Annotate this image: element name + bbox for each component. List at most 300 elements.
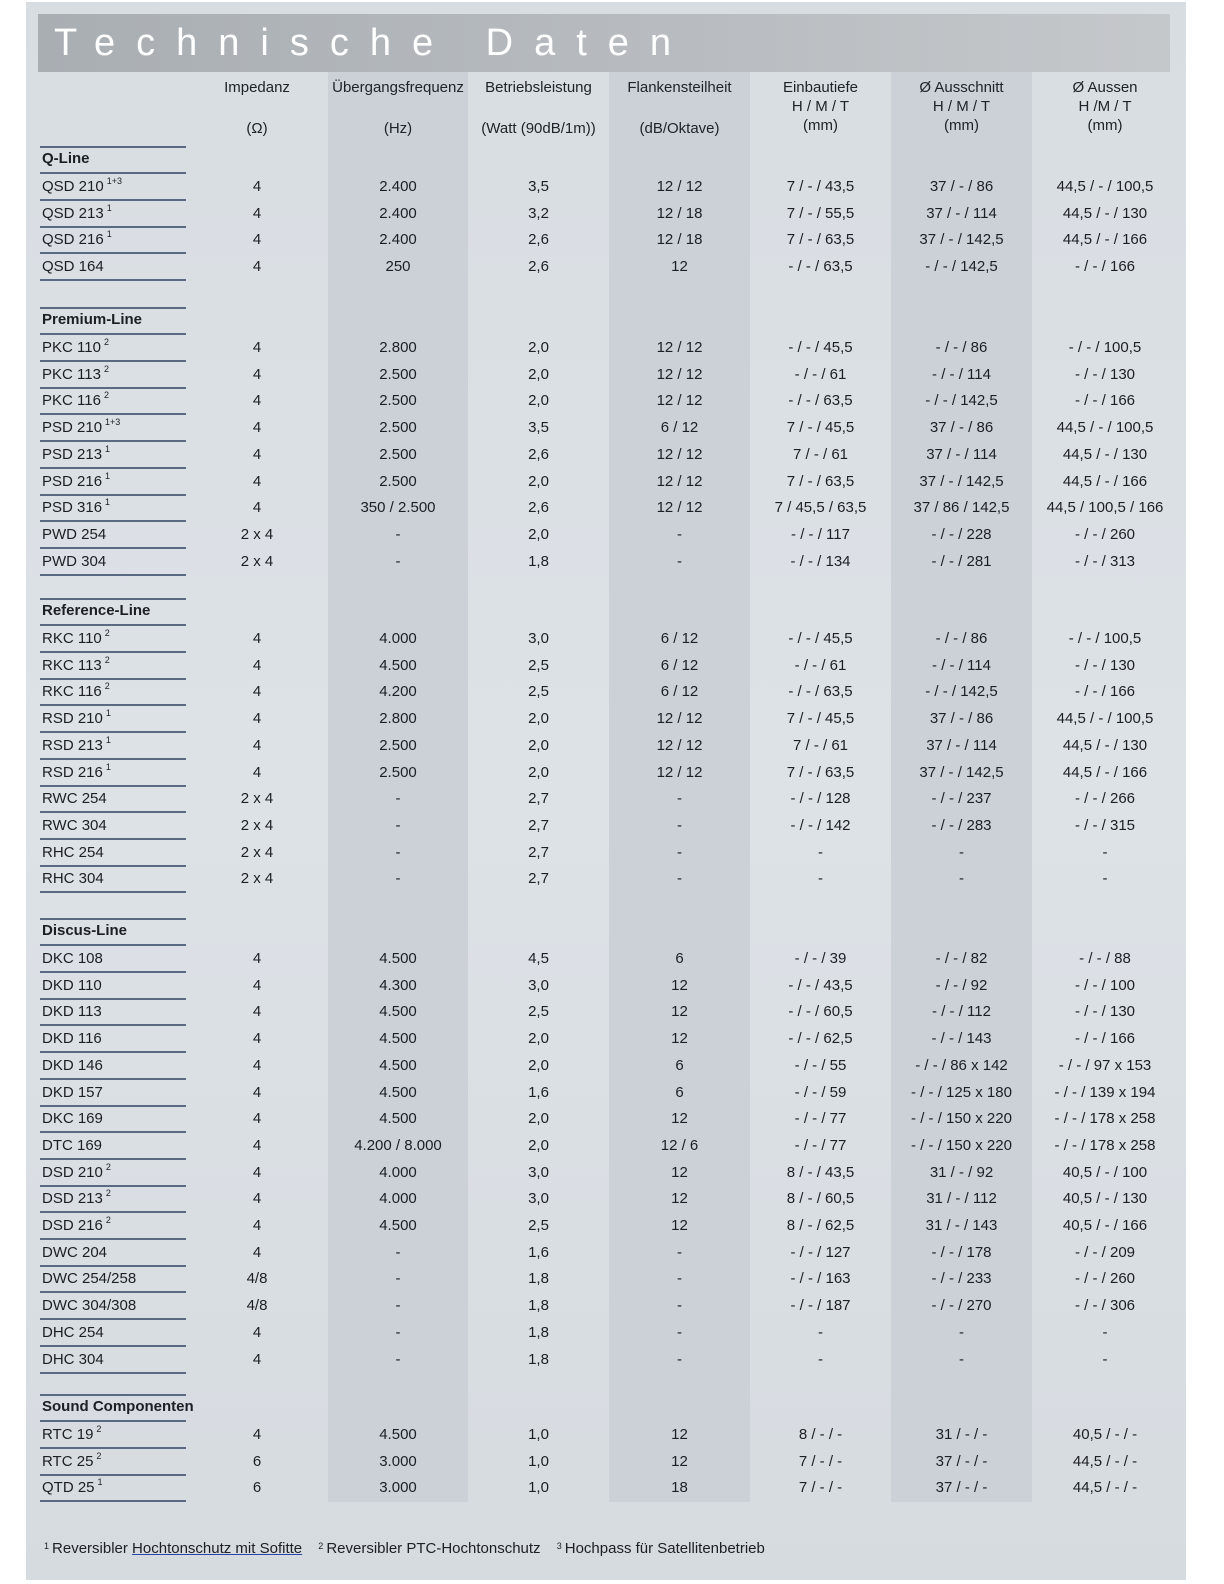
header-crossover xyxy=(328,78,468,148)
cell-cutout: 37 / - / 86 xyxy=(929,710,994,728)
cell-crossover: 250 xyxy=(385,258,411,276)
model-name xyxy=(42,1475,186,1501)
table-row xyxy=(0,946,1224,972)
model-name xyxy=(42,866,186,892)
cell-slope: 12 xyxy=(671,1190,688,1208)
footnote-marker: 2 xyxy=(103,390,109,401)
model-name xyxy=(42,174,186,200)
model-name xyxy=(42,999,186,1025)
cell-crossover: 4.500 xyxy=(379,950,417,967)
cell-impedance: 4 xyxy=(252,1003,262,1021)
cell-slope: 12 / 18 xyxy=(656,231,703,249)
cell-power: 3,2 xyxy=(528,204,549,222)
table-row xyxy=(0,174,1224,200)
cell-crossover: 4.500 xyxy=(379,1110,417,1128)
table-row xyxy=(0,362,1224,388)
header-outer-line: (mm) xyxy=(1087,117,1123,134)
cell-cutout: - xyxy=(959,1323,964,1341)
cell-outer: 44,5 / - / - xyxy=(1072,1479,1138,1497)
cell-power: 2,0 xyxy=(528,1030,549,1048)
cell-outer: - xyxy=(1102,1323,1108,1341)
model-name xyxy=(42,201,186,227)
footnote-1-link-text: Hochtonschutz mit Sofitte xyxy=(132,1540,303,1557)
table-row xyxy=(0,1293,1224,1319)
footnote-3: $^3$ Hochpass für Satellitenbetrieb xyxy=(556,1540,765,1557)
model-name-text: RTC 25 xyxy=(42,1452,94,1470)
model-name-text: RSD 216 xyxy=(42,763,103,781)
cell-cutout: - xyxy=(959,843,964,861)
title-banner xyxy=(38,14,1170,72)
cell-impedance: 4/8 xyxy=(246,1270,268,1288)
cell-outer: - / - / 100 xyxy=(1074,976,1136,994)
model-name xyxy=(42,626,186,652)
cell-cutout: - xyxy=(959,870,964,888)
cell-cutout: - / - / 143 xyxy=(931,1030,992,1048)
cell-crossover: - xyxy=(395,790,401,808)
cell-cutout: 31 / - / 92 xyxy=(929,1163,994,1181)
cell-depth: 7 / 45,5 / 63,5 xyxy=(774,499,867,517)
cell-power: 2,7 xyxy=(528,843,549,861)
cell-power: 1,6 xyxy=(528,1083,549,1101)
table-row xyxy=(0,1026,1224,1052)
cell-impedance: 4 xyxy=(252,339,262,356)
model-name xyxy=(42,1240,186,1266)
table-row xyxy=(0,626,1224,652)
cell-cutout: - xyxy=(959,1350,964,1368)
row-rule xyxy=(40,1500,186,1502)
model-name xyxy=(42,840,186,866)
cell-crossover: 2.500 xyxy=(379,736,417,754)
cell-crossover: 2.500 xyxy=(379,365,417,383)
cell-depth: 8 / - / 60,5 xyxy=(786,1190,855,1208)
footnote-marker: 1 xyxy=(105,497,111,508)
table-row xyxy=(0,973,1224,999)
cell-slope: - xyxy=(677,552,682,570)
model-name-text: DSD 210 xyxy=(42,1163,103,1181)
model-name-text: DKD 110 xyxy=(42,976,102,994)
cell-cutout: 37 / - / 114 xyxy=(926,204,997,222)
cell-power: 2,0 xyxy=(528,1110,549,1128)
cell-outer: - / - / 100,5 xyxy=(1068,630,1142,647)
cell-slope: - xyxy=(677,790,682,808)
model-name-text: PWD 304 xyxy=(42,552,107,570)
cell-power: 1,6 xyxy=(528,1243,549,1261)
cell-outer: - / - / 260 xyxy=(1074,1270,1136,1288)
section-label: Discus-Line xyxy=(42,922,128,939)
cell-impedance: 4 xyxy=(252,472,262,490)
table-row xyxy=(0,733,1224,759)
cell-power: 3,5 xyxy=(528,419,549,437)
cell-slope: 12 xyxy=(671,1217,688,1234)
footnote-marker: 2 xyxy=(105,1161,111,1172)
model-name xyxy=(42,1320,186,1346)
cell-power: 1,8 xyxy=(528,1323,549,1341)
cell-depth: 7 / - / 43,5 xyxy=(786,178,855,195)
cell-cutout: 37 / - / 142,5 xyxy=(919,231,1004,249)
model-name-text: QSD 164 xyxy=(42,258,104,276)
table-row xyxy=(0,1160,1224,1186)
cell-outer: - / - / 178 x 258 xyxy=(1054,1136,1156,1154)
cell-crossover: 350 / 2.500 xyxy=(360,499,436,517)
model-name xyxy=(42,254,186,280)
footnote-marker: 1 xyxy=(105,734,111,745)
cell-impedance: 4 xyxy=(252,1323,262,1341)
model-name-text: QTD 25 xyxy=(42,1479,95,1497)
cell-power: 2,5 xyxy=(528,656,549,674)
cell-cutout: 37 / - / 142,5 xyxy=(919,472,1004,490)
cell-outer: 44,5 / - / 166 xyxy=(1062,472,1148,490)
cell-power: 2,0 xyxy=(528,365,549,383)
header-impedance xyxy=(186,78,328,148)
cell-impedance: 4 xyxy=(252,1163,262,1181)
cell-cutout: 37 / - / 86 xyxy=(929,419,994,437)
cell-crossover: 4.500 xyxy=(379,1003,417,1021)
cell-outer: 40,5 / - / 130 xyxy=(1062,1190,1148,1208)
cell-outer: 44,5 / - / 100,5 xyxy=(1056,178,1154,195)
cell-cutout: - / - / 237 xyxy=(931,790,992,808)
cell-impedance: 4 xyxy=(252,1056,262,1074)
model-name-text: PSD 210 xyxy=(42,419,103,437)
cell-cutout: 31 / - / - xyxy=(935,1426,988,1443)
model-name-text: DSD 213 xyxy=(42,1190,103,1208)
cell-outer: 44,5 / - / - xyxy=(1072,1452,1138,1470)
cell-depth: - / - / 187 xyxy=(790,1297,851,1315)
cell-cutout: 37 / - / 114 xyxy=(926,445,997,463)
cell-power: 1,0 xyxy=(528,1426,549,1443)
model-name xyxy=(42,813,186,839)
cell-slope: 12 / 6 xyxy=(660,1136,699,1154)
cell-cutout: - / - / 150 x 220 xyxy=(911,1110,1012,1128)
cell-impedance: 4 xyxy=(252,1136,262,1154)
section-label: Q-Line xyxy=(42,150,90,167)
table-row xyxy=(0,415,1224,441)
cell-impedance: 6 xyxy=(252,1452,262,1470)
model-name xyxy=(42,706,186,732)
model-name xyxy=(42,1160,186,1186)
cell-crossover: 4.500 xyxy=(379,656,417,674)
cell-slope: 12 xyxy=(671,1110,688,1128)
model-name-text: DKD 146 xyxy=(42,1056,103,1074)
cell-depth: - xyxy=(818,843,823,861)
header-slope-line: Flankensteilheit xyxy=(627,79,732,96)
header-impedance-line: Impedanz xyxy=(224,79,290,96)
cell-crossover: - xyxy=(395,1350,401,1368)
cell-impedance: 2 x 4 xyxy=(240,870,274,888)
cell-crossover: 4.500 xyxy=(379,1030,417,1048)
cell-outer: - / - / 166 xyxy=(1074,258,1136,276)
model-name xyxy=(42,442,186,468)
cell-cutout: - / - / 142,5 xyxy=(925,258,998,276)
cell-crossover: - xyxy=(395,816,401,834)
cell-power: 2,7 xyxy=(528,816,549,834)
table-row xyxy=(0,1240,1224,1266)
footnote-marker: 1 xyxy=(106,229,112,240)
cell-outer: 44,5 / - / 166 xyxy=(1062,231,1148,249)
section-top-rule xyxy=(40,146,186,148)
cell-outer: - / - / 97 x 153 xyxy=(1058,1056,1152,1074)
header-crossover-line: Übergangsfrequenz xyxy=(332,79,464,96)
cell-power: 1,8 xyxy=(528,1350,549,1368)
cell-slope: 12 / 12 xyxy=(656,710,703,728)
cell-cutout: - / - / 86 xyxy=(935,339,988,356)
cell-cutout: 31 / - / 143 xyxy=(925,1217,998,1234)
cell-slope: 12 / 12 xyxy=(656,499,703,517)
table-row xyxy=(0,679,1224,705)
cell-depth: - / - / 63,5 xyxy=(788,683,853,701)
cell-cutout: - / - / 150 x 220 xyxy=(911,1136,1012,1154)
cell-slope: 12 / 12 xyxy=(656,736,703,754)
model-name-text: PSD 316 xyxy=(42,499,103,517)
cell-crossover: - xyxy=(395,525,401,543)
cell-power: 1,8 xyxy=(528,1270,549,1288)
header-cutout-line: Ø Ausschnitt xyxy=(919,79,1004,96)
cell-cutout: - / - / 283 xyxy=(931,816,992,834)
table-row xyxy=(0,653,1224,679)
cell-outer: 40,5 / - / 166 xyxy=(1062,1217,1148,1234)
model-name xyxy=(42,946,186,972)
header-depth-line: H / M / T xyxy=(791,98,850,115)
cell-crossover: 2.400 xyxy=(379,231,417,249)
model-name-text: DWC 204 xyxy=(42,1243,108,1261)
cell-depth: 7 / - / 55,5 xyxy=(786,204,855,222)
cell-power: 2,6 xyxy=(528,231,549,249)
cell-cutout: - / - / 114 xyxy=(932,365,991,383)
cell-impedance: 4 xyxy=(252,950,262,967)
table-row xyxy=(0,388,1224,414)
cell-outer: 40,5 / - / - xyxy=(1072,1426,1138,1443)
cell-outer: 44,5 / - / 130 xyxy=(1062,204,1148,222)
cell-impedance: 4 xyxy=(252,499,262,517)
cell-slope: 12 / 12 xyxy=(656,339,703,356)
section-top-rule xyxy=(40,307,186,309)
cell-depth: 7 / - / 61 xyxy=(792,445,849,463)
model-name-text: DKC 169 xyxy=(42,1110,103,1128)
cell-impedance: 4 xyxy=(252,630,262,647)
cell-outer: - / - / 178 x 258 xyxy=(1054,1110,1156,1128)
model-name-text: DKD 157 xyxy=(42,1083,103,1101)
cell-slope: 12 / 12 xyxy=(656,178,703,195)
cell-slope: 6 xyxy=(675,1083,684,1101)
cell-impedance: 4 xyxy=(252,231,262,249)
model-name xyxy=(42,1293,186,1319)
table-row xyxy=(0,1080,1224,1106)
footnote-marker: 2 xyxy=(104,681,110,692)
cell-cutout: - / - / 86 x 142 xyxy=(915,1056,1008,1074)
model-name xyxy=(42,522,186,548)
cell-slope: 6 / 12 xyxy=(660,683,699,701)
cell-impedance: 4 xyxy=(252,1243,262,1261)
cell-impedance: 2 x 4 xyxy=(240,843,274,861)
model-name xyxy=(42,1186,186,1212)
cell-crossover: 4.500 xyxy=(379,1083,417,1101)
cell-power: 3,0 xyxy=(528,630,549,647)
cell-outer: - / - / 266 xyxy=(1074,790,1136,808)
header-power xyxy=(468,78,609,148)
cell-crossover: - xyxy=(395,870,401,888)
cell-outer: - / - / 166 xyxy=(1074,683,1136,701)
cell-cutout: - / - / 270 xyxy=(931,1297,992,1315)
model-name xyxy=(42,733,186,759)
model-name xyxy=(42,1213,186,1239)
cell-depth: - xyxy=(818,870,823,888)
cell-slope: 12 xyxy=(671,1030,688,1048)
cell-slope: 6 xyxy=(675,1056,684,1074)
model-name-text: PWD 254 xyxy=(42,525,107,543)
cell-depth: - / - / 55 xyxy=(794,1056,847,1074)
cell-impedance: 4/8 xyxy=(246,1297,268,1315)
table-row xyxy=(0,1133,1224,1159)
cell-crossover: - xyxy=(395,1297,401,1315)
cell-impedance: 2 x 4 xyxy=(240,816,274,834)
cell-cutout: 37 / - / 114 xyxy=(926,736,997,754)
cell-depth: - / - / 142 xyxy=(790,816,851,834)
model-name-text: DHC 304 xyxy=(42,1350,104,1368)
model-name xyxy=(42,679,186,705)
cell-cutout: - / - / 142,5 xyxy=(925,392,998,410)
table-row xyxy=(0,254,1224,280)
cell-crossover: - xyxy=(395,843,401,861)
footnote-marker: 2 xyxy=(96,1450,102,1461)
table-row xyxy=(0,227,1224,253)
row-rule xyxy=(40,279,186,281)
table-row xyxy=(0,522,1224,548)
cell-depth: - / - / 77 xyxy=(794,1110,847,1128)
cell-slope: 12 / 12 xyxy=(656,472,703,490)
table-row xyxy=(0,1320,1224,1346)
model-name-text: DHC 254 xyxy=(42,1323,104,1341)
cell-slope: 12 xyxy=(671,1452,688,1470)
table-row xyxy=(0,335,1224,361)
model-name-text: DKC 108 xyxy=(42,950,103,967)
cell-impedance: 2 x 4 xyxy=(240,552,274,570)
cell-impedance: 2 x 4 xyxy=(240,790,274,808)
footnote-marker: 2 xyxy=(96,1424,102,1434)
model-name-text: RKC 113 xyxy=(42,656,102,674)
cell-slope: 12 / 12 xyxy=(656,392,703,410)
cell-depth: 7 / - / 45,5 xyxy=(786,419,855,437)
model-name-text: DWC 254/258 xyxy=(42,1270,137,1288)
table-row xyxy=(0,1106,1224,1132)
cell-depth: - / - / 60,5 xyxy=(788,1003,853,1021)
cell-power: 2,6 xyxy=(528,258,549,276)
model-name-text: PSD 216 xyxy=(42,472,103,490)
model-name xyxy=(42,786,186,812)
cell-outer: 44,5 / - / 166 xyxy=(1062,763,1148,781)
cell-crossover: 4.000 xyxy=(379,1190,417,1208)
cell-depth: 7 / - / 63,5 xyxy=(786,472,855,490)
cell-power: 2,7 xyxy=(528,790,549,808)
model-name xyxy=(42,388,186,414)
cell-impedance: 4 xyxy=(252,178,262,195)
cell-cutout: - / - / 142,5 xyxy=(925,683,998,701)
cell-crossover: 3.000 xyxy=(379,1479,417,1497)
cell-depth: - / - / 61 xyxy=(794,656,847,674)
cell-depth: - / - / 39 xyxy=(794,950,847,967)
footnote-1-text: Reversibler Hochtonschutz mit Sofitte xyxy=(52,1540,303,1557)
cell-outer: - / - / 139 x 194 xyxy=(1054,1083,1156,1101)
cell-impedance: 4 xyxy=(252,656,262,674)
table-row xyxy=(0,469,1224,495)
cell-slope: - xyxy=(677,1270,682,1288)
model-name xyxy=(42,227,186,253)
model-name-text: QSD 216 xyxy=(42,231,104,249)
cell-outer: - / - / 130 xyxy=(1074,1003,1136,1021)
footnote-marker: 2 xyxy=(103,363,109,374)
cell-depth: 7 / - / 63,5 xyxy=(786,763,855,781)
model-name xyxy=(42,1266,186,1292)
model-name-text: PSD 213 xyxy=(42,445,103,463)
model-name xyxy=(42,1026,186,1052)
cell-crossover: 2.500 xyxy=(379,392,417,410)
cell-outer: 44,5 / - / 100,5 xyxy=(1056,419,1154,437)
cell-cutout: - / - / 125 x 180 xyxy=(911,1083,1012,1101)
cell-impedance: 4 xyxy=(252,258,262,276)
footnote-marker: 1+3 xyxy=(105,417,121,428)
table-row xyxy=(0,813,1224,839)
cell-depth: 7 / - / - xyxy=(798,1452,843,1470)
cell-power: 2,0 xyxy=(528,392,549,410)
model-name xyxy=(42,362,186,388)
cell-impedance: 4 xyxy=(252,763,262,781)
cell-cutout: 37 / - / - xyxy=(935,1479,988,1497)
table-row xyxy=(0,1213,1224,1239)
model-name xyxy=(42,973,186,999)
model-name xyxy=(42,1422,186,1448)
cell-crossover: 4.500 xyxy=(379,1056,417,1074)
cell-cutout: - / - / 281 xyxy=(931,552,992,570)
header-impedance-unit: (Ω) xyxy=(246,120,268,137)
cell-crossover: 2.800 xyxy=(379,710,417,728)
model-name xyxy=(42,1347,186,1373)
row-rule xyxy=(40,1372,186,1374)
model-name xyxy=(42,469,186,495)
cell-slope: - xyxy=(677,816,682,834)
model-name-text: PKC 110 xyxy=(42,339,101,356)
section-label: Sound Componenten xyxy=(42,1398,194,1415)
cell-depth: - / - / 61 xyxy=(794,365,847,383)
cell-outer: - / - / 166 xyxy=(1074,392,1136,410)
table-row xyxy=(0,1186,1224,1212)
cell-outer: - xyxy=(1102,1350,1108,1368)
section-top-rule xyxy=(40,1394,186,1396)
cell-depth: 7 / - / 63,5 xyxy=(786,231,855,249)
model-name xyxy=(42,760,186,786)
model-name-text: QSD 210 xyxy=(42,178,104,195)
cell-impedance: 4 xyxy=(252,736,262,754)
cell-impedance: 4 xyxy=(252,1083,262,1101)
cell-impedance: 4 xyxy=(252,419,262,437)
table-row xyxy=(0,201,1224,227)
cell-cutout: - / - / 86 xyxy=(935,630,988,647)
footnote-marker: 1 xyxy=(105,761,111,772)
model-name-text: RTC 19 xyxy=(42,1426,94,1443)
cell-crossover: 2.800 xyxy=(379,339,417,356)
header-power-line: Betriebsleistung xyxy=(485,79,592,96)
cell-cutout: 37 / 86 / 142,5 xyxy=(913,499,1010,517)
cell-power: 2,0 xyxy=(528,1056,549,1074)
cell-crossover: - xyxy=(395,1323,401,1341)
cell-slope: 6 / 12 xyxy=(660,656,699,674)
cell-impedance: 4 xyxy=(252,1426,262,1443)
header-outer-line: Ø Aussen xyxy=(1072,79,1138,96)
cell-impedance: 4 xyxy=(252,1190,262,1208)
cell-outer: - xyxy=(1102,843,1108,861)
cell-power: 3,0 xyxy=(528,976,549,994)
table-row xyxy=(0,495,1224,521)
model-name-text: PKC 113 xyxy=(42,365,101,383)
cell-impedance: 4 xyxy=(252,392,262,410)
footnote-marker: 2 xyxy=(104,654,110,665)
